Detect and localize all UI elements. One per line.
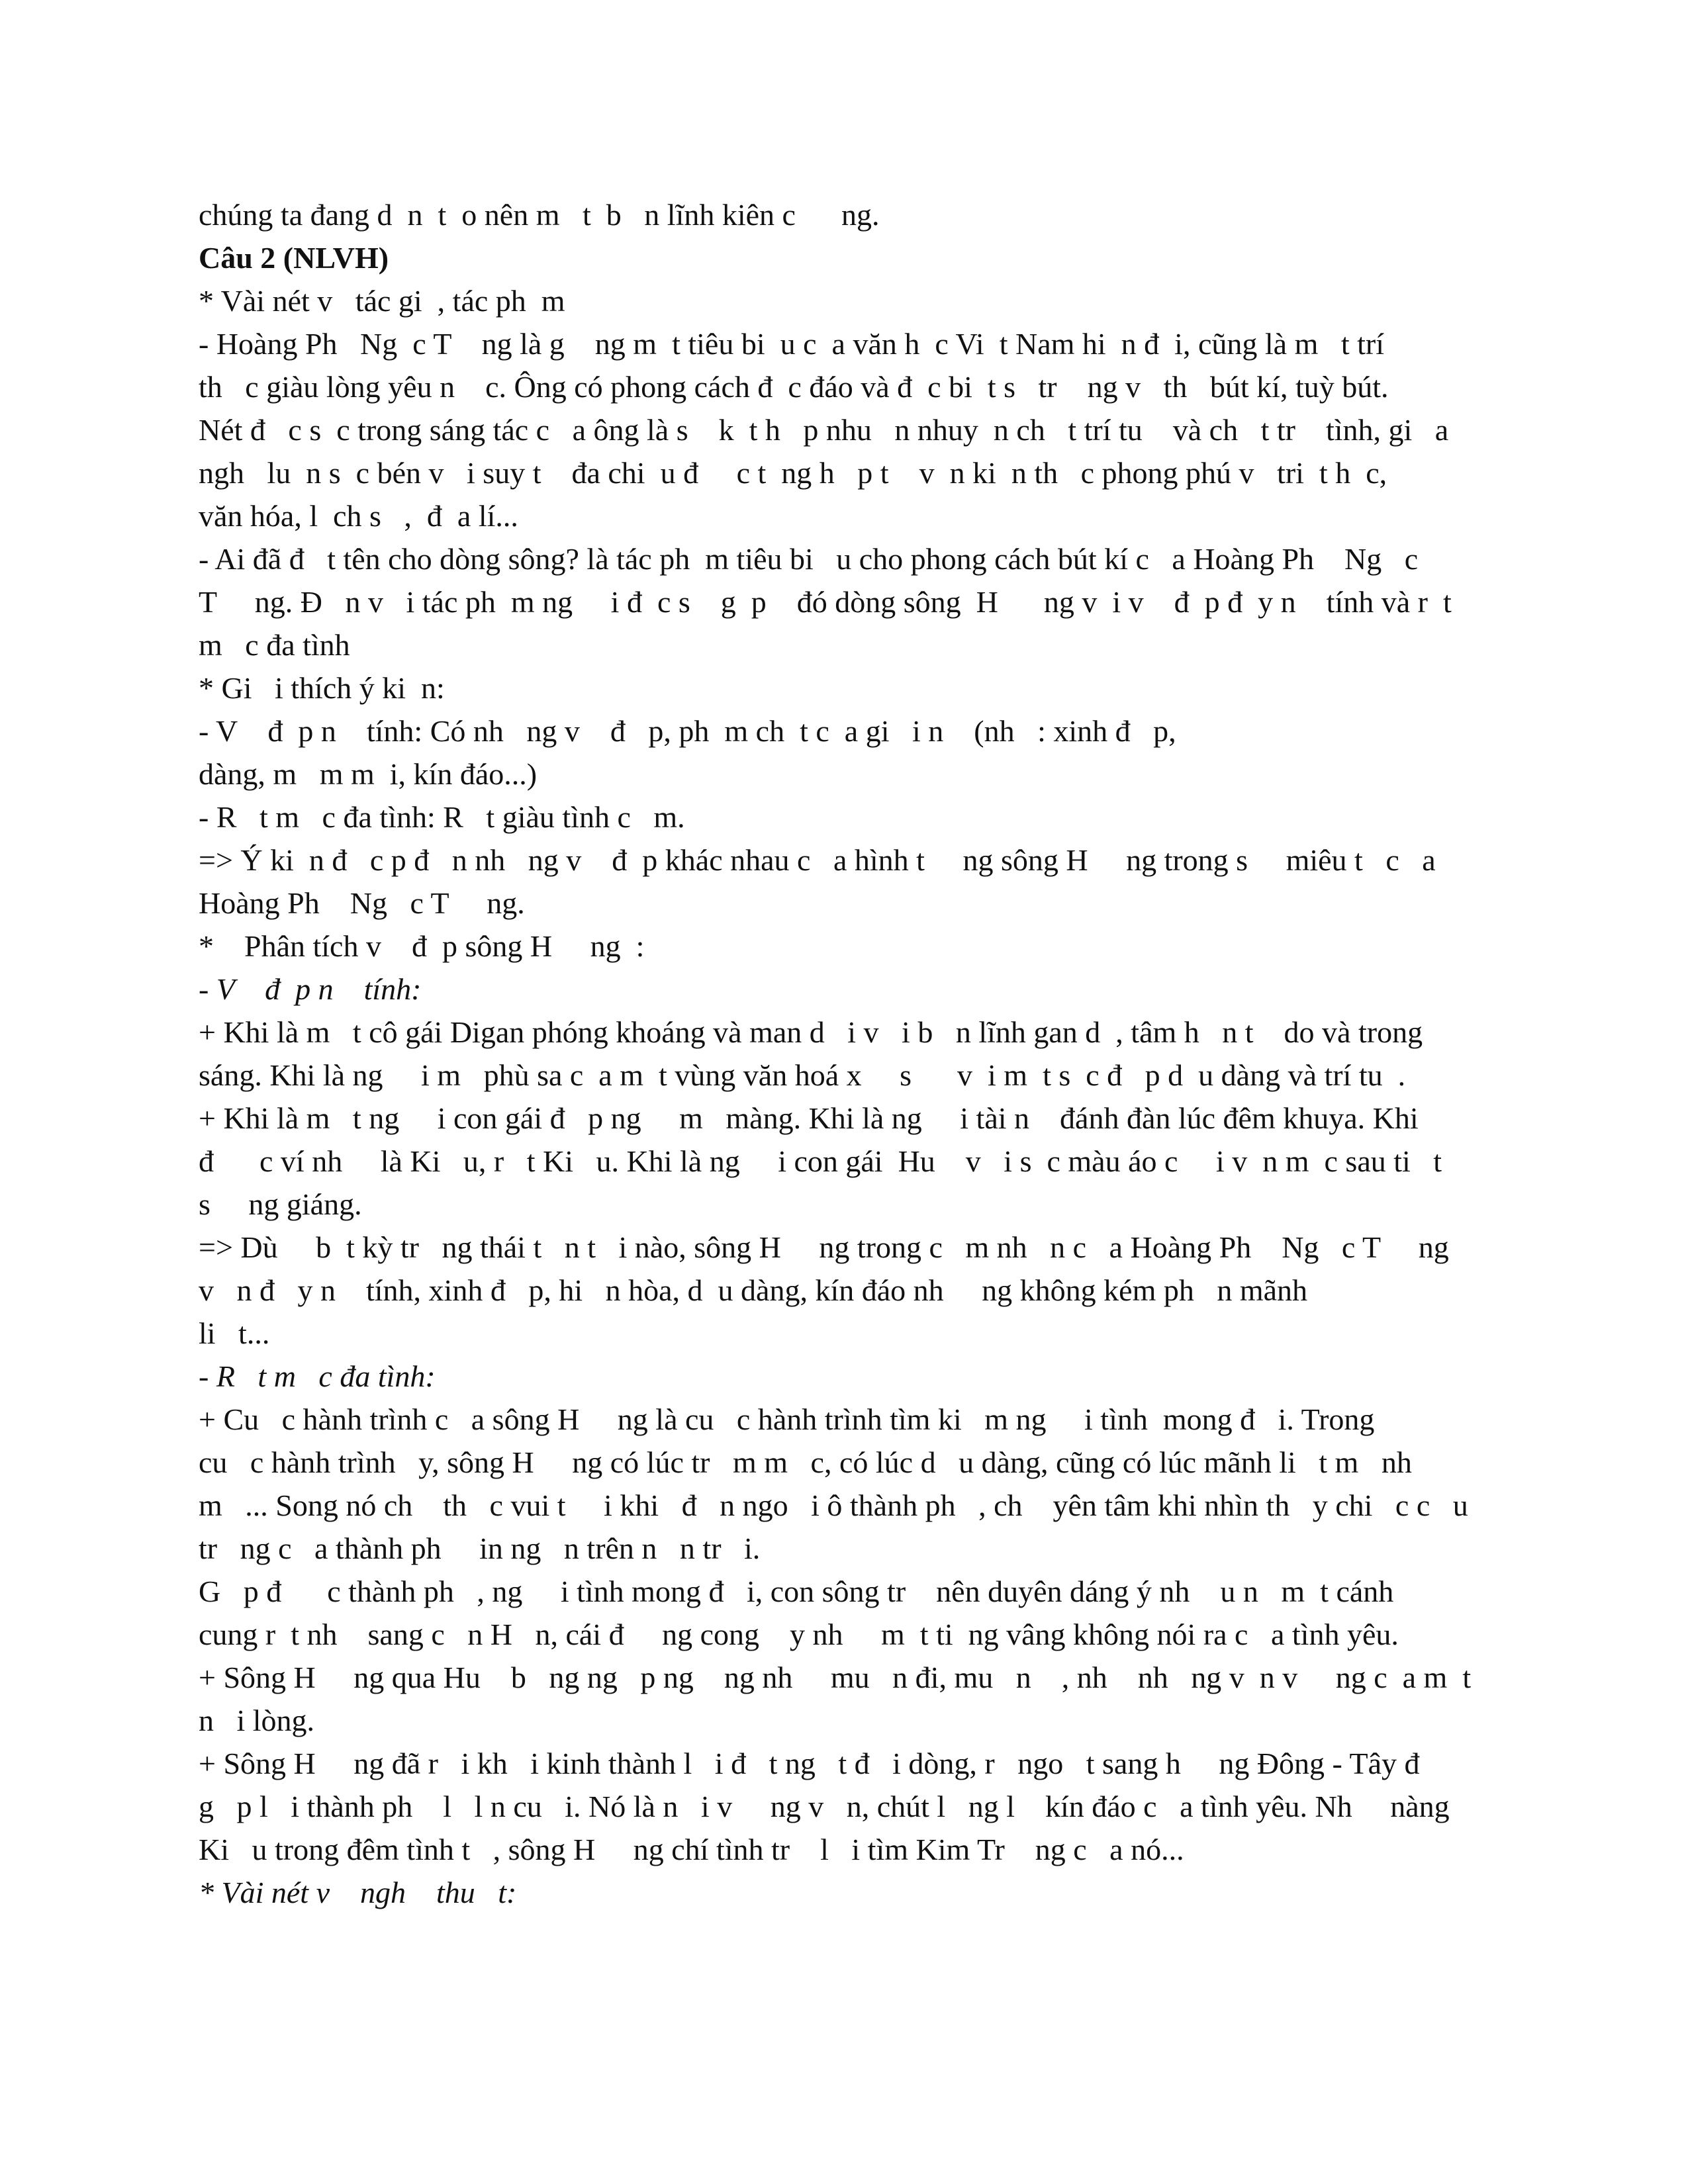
text-line: m ... Song nó ch th c vui t i khi đ n ngo i ô thành ph , ch yên tâm khi nhìn th y chi c c u (199, 1488, 1468, 1522)
text-line: * Vài nét v tác gi , tác ph m (199, 284, 565, 318)
text-line: th c giàu lòng yêu n c. Ông có phong cách đ c đáo và đ c bi t s tr ng v th bút kí, tuỳ bút. (199, 370, 1389, 404)
text-line: T ng. Đ n v i tác ph m ng i đ c s g p đó dòng sông H ng v i v đ p đ y n tính và r t (199, 585, 1452, 619)
text-line: dàng, m m m i, kín đáo...) (199, 757, 538, 791)
text-line: => Ý ki n đ c p đ n nh ng v đ p khác nhau c a hình t ng sông H ng trong s miêu t c a (199, 843, 1436, 877)
text-line: Nét đ c s c trong sáng tác c a ông là s k t h p nhu n nhuy n ch t trí tu và ch t tr tình, gi a (199, 413, 1449, 447)
text-line: G p đ c thành ph , ng i tình mong đ i, con sông tr nên duyên dáng ý nh u n m t cánh (199, 1574, 1394, 1608)
text-line: Ki u trong đêm tình t , sông H ng chí tình tr l i tìm Kim Tr ng c a nó... (199, 1833, 1184, 1866)
text-line: * Gi i thích ý ki n: (199, 671, 445, 705)
text-line: đ c ví nh là Ki u, r t Ki u. Khi là ng i con gái Hu v i s c màu áo c i v n m c sau ti t (199, 1144, 1442, 1178)
text-line: văn hóa, l ch s , đ a lí... (199, 499, 518, 533)
text-line: g p l i thành ph l l n cu i. Nó là n i v ng v n, chút l ng l kín đáo c a tình yêu. Nh nàng (199, 1790, 1450, 1823)
subheading: - V đ p n tính: (199, 972, 422, 1006)
text-line: v n đ y n tính, xinh đ p, hi n hòa, d u dàng, kín đáo nh ng không kém ph n mãnh (199, 1273, 1308, 1307)
text-line: + Khi là m t cô gái Digan phóng khoáng và man d i v i b n lĩnh gan d , tâm h n t do và trong (199, 1015, 1423, 1049)
text-line: => Dù b t kỳ tr ng thái t n t i nào, sông H ng trong c m nh n c a Hoàng Ph Ng c T ng (199, 1230, 1449, 1264)
text-line: + Sông H ng qua Hu b ng ng p ng ng nh mu n đi, mu n , nh nh ng v n v ng c a m t (199, 1661, 1472, 1694)
text-line: cu c hành trình y, sông H ng có lúc tr m m c, có lúc d u dàng, cũng có lúc mãnh li t m nh (199, 1445, 1412, 1479)
text-line: cung r t nh sang c n H n, cái đ ng cong y nh m t ti ng vâng không nói ra c a tình yêu. (199, 1617, 1399, 1651)
document-page (199, 193, 1496, 1914)
text-line: - Ai đã đ t tên cho dòng sông? là tác ph m tiêu bi u cho phong cách bút kí c a Hoàng Ph Ng c (199, 542, 1419, 576)
text-line: Hoàng Ph Ng c T ng. (199, 886, 525, 920)
text-line: + Khi là m t ng i con gái đ p ng m màng. Khi là ng i tài n đánh đàn lúc đêm khuya. Khi (199, 1101, 1419, 1135)
subheading: * Vài nét v ngh thu t: (199, 1876, 517, 1909)
text-line: - Hoàng Ph Ng c T ng là g ng m t tiêu bi u c a văn h c Vi t Nam hi n đ i, cũng là m t trí (199, 327, 1385, 361)
section-heading: Câu 2 (NLVH) (199, 241, 389, 275)
subheading: - R t m c đa tình: (199, 1359, 436, 1393)
text-line: + Cu c hành trình c a sông H ng là cu c hành trình tìm ki m ng i tình mong đ i. Trong (199, 1402, 1375, 1436)
text-line: s ng giáng. (199, 1187, 362, 1221)
text-line: - R t m c đa tình: R t giàu tình c m. (199, 800, 685, 834)
text-line: + Sông H ng đã r i kh i kinh thành l i đ t ng t đ i dòng, r ngo t sang h ng Đông - Tây đ (199, 1747, 1420, 1780)
text-line: ngh lu n s c bén v i suy t đa chi u đ c t ng h p t v n ki n th c phong phú v tri t h c, (199, 456, 1387, 490)
text-line: chúng ta đang d n t o nên m t b n lĩnh kiên c ng. (199, 198, 880, 232)
text-line: m c đa tình (199, 628, 350, 662)
text-line: li t... (199, 1316, 270, 1350)
text-line: sáng. Khi là ng i m phù sa c a m t vùng văn hoá x s v i m t s c đ p d u dàng và trí tu . (199, 1058, 1406, 1092)
text-line: * Phân tích v đ p sông H ng : (199, 929, 645, 963)
text-line: - V đ p n tính: Có nh ng v đ p, ph m ch t c a gi i n (nh : xinh đ p, (199, 714, 1176, 748)
text-line: tr ng c a thành ph in ng n trên n n tr i. (199, 1531, 761, 1565)
text-line: n i lòng. (199, 1704, 315, 1737)
